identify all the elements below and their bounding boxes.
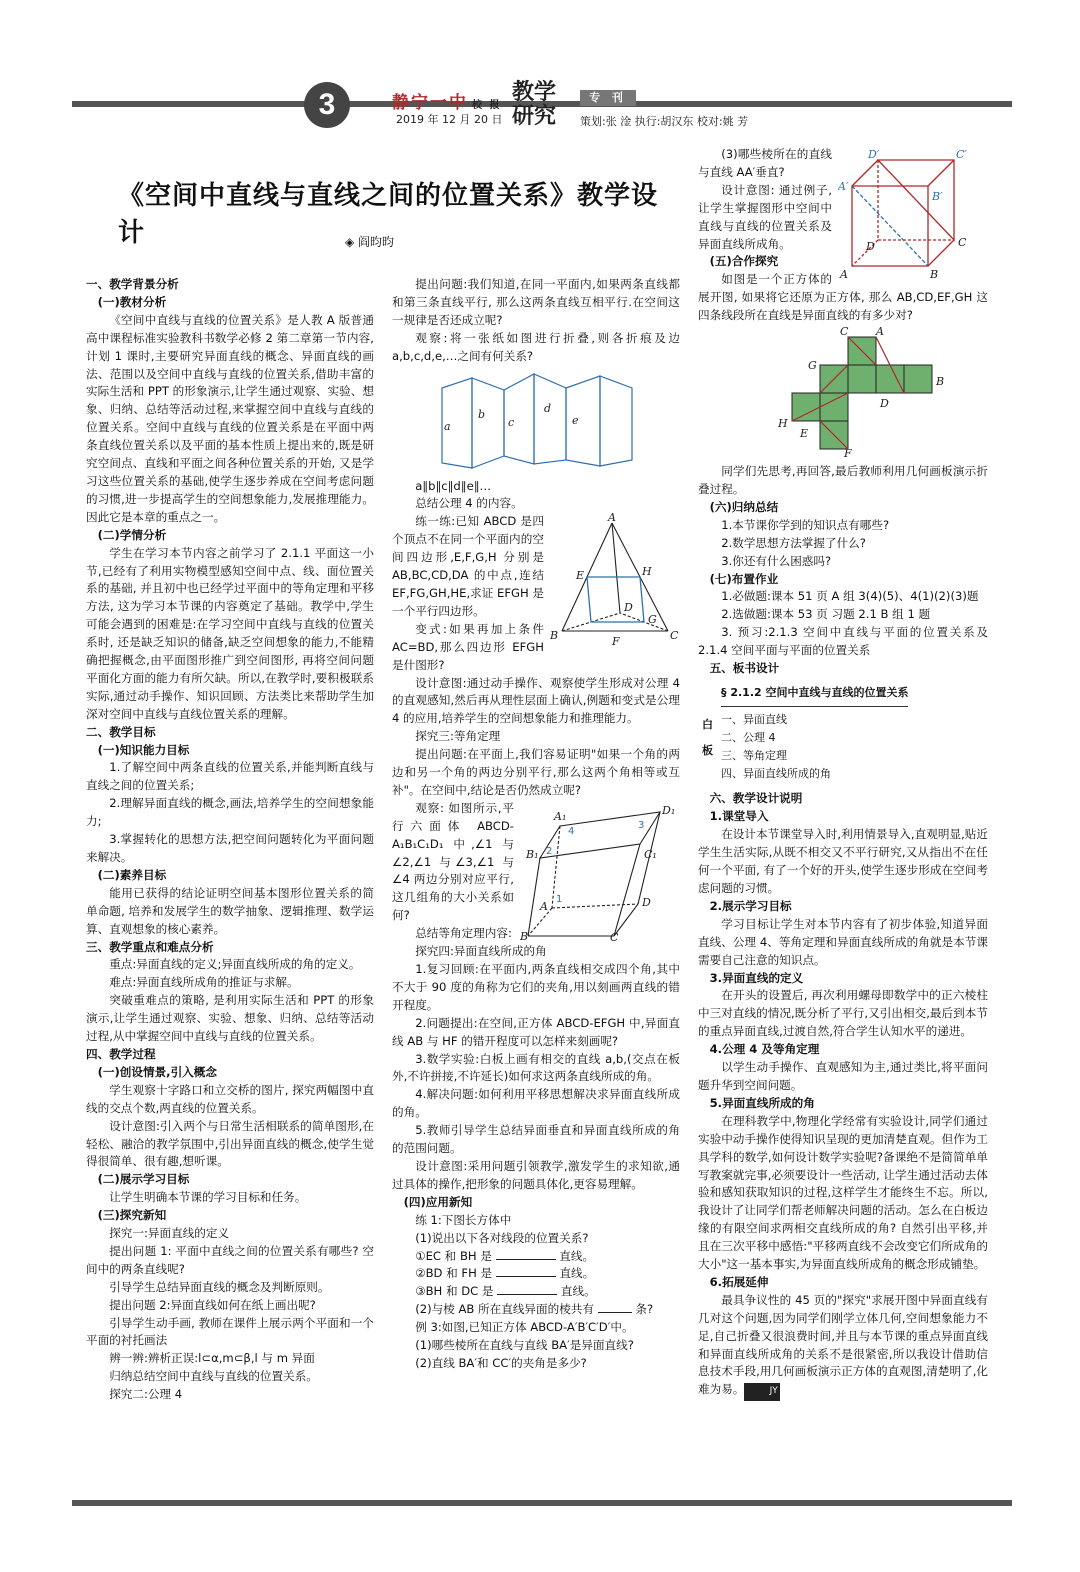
- answer-blank: [496, 1249, 556, 1260]
- tetra-label-A: A: [608, 513, 616, 525]
- tetra-label-H: H: [642, 565, 652, 579]
- angle-label-2: 2: [546, 845, 553, 857]
- subsection-heading: (四)应用新知: [403, 1194, 473, 1209]
- section-heading: 六、教学设计说明: [709, 791, 803, 806]
- paragraph: 重点:异面直线的定义;异面直线所成的角的定义。: [109, 957, 361, 972]
- fold-label-e: e: [572, 413, 579, 427]
- paragraph: 最具争议性的 45 页的"探究"求展开图中异面直线有几对这个问题,因为同学们刚学立体几何,空间想象能力不足,自己折叠又很浪费时间,并且与本节课的重点异面直线和异面直线所成角的关系不是很紧密,所以我设计借助信息技术手段,用几何画板演示正方体的直观图,清楚明了,化难为易。 JY: [698, 1292, 988, 1401]
- tetra-label-B: B: [550, 629, 559, 643]
- paragraph: 探究三:等角定理: [415, 729, 501, 744]
- subsection-heading: (三)探究新知: [97, 1208, 167, 1223]
- net-label-B: B: [936, 375, 945, 389]
- end-mark: JY: [744, 1383, 779, 1401]
- cube-label-A-prime: A′: [838, 180, 849, 193]
- paragraph: (1)说出以下各对线段的位置关系?: [415, 1230, 589, 1245]
- paragraph: 2.数学思想方法掌握了什么?: [721, 535, 866, 550]
- paragraph: 1.复习回顾:在平面内,两条直线相交成四个角,其中不大于 90 度的角称为它们的夹角,用以刻画两直线的错开程度。: [392, 962, 680, 1012]
- paragraph: 练 1:下图长方体中: [415, 1212, 512, 1227]
- paragraph: (3)哪些棱所在的直线与直线 AA′垂直?: [698, 147, 832, 179]
- subsection-heading: 4.公理 4 及等角定理: [709, 1042, 820, 1057]
- cube-label-B-prime: B′: [932, 190, 943, 203]
- board-item: 三、等角定理: [721, 748, 787, 762]
- tetra-label-C: C: [670, 629, 679, 643]
- fold-label-a: a: [444, 419, 451, 433]
- paragraph: 探究二:公理 4: [109, 1387, 183, 1402]
- subsection-heading: (一)教材分析: [97, 294, 167, 309]
- paragraph: 设计意图:引入两个与日常生活相联系的简单图形,在轻松、融洽的教学氛围中,引出异面直线的概念,使学生觉得很简单、很有趣,想听课。: [86, 1118, 374, 1169]
- cube-label-C: C: [958, 236, 967, 249]
- fold-label-d: d: [544, 401, 552, 415]
- col2-text-b: [392, 495, 680, 513]
- author: ◈ 阎昀昀: [345, 235, 395, 249]
- board-design: [698, 682, 912, 785]
- tetra-label-E: E: [576, 569, 585, 583]
- prism-label-C: C: [610, 930, 619, 942]
- paper-name: 静宁一中 校 报: [392, 93, 502, 113]
- net-label-F: F: [844, 447, 852, 458]
- subsection-heading: (五)合作探究: [709, 254, 779, 269]
- paragraph: 提出问题:在平面上,我们容易证明"如果一个角的两边和另一个角的两边分别平行,那么这两个角相等或互补"。在空间中,结论是否仍然成立呢?: [392, 747, 680, 797]
- paragraph: 变式:如果再加上条件 AC=BD,那么四边形 EFGH 是什图形?: [392, 621, 544, 672]
- paragraph: 学习目标让学生对本节内容有了初步体验,知道异面直线、公理 4、等角定理和异面直线所成的角就是本节课需要自己注意的知识点。: [698, 916, 988, 967]
- subsection-heading: (一)创设情景,引入概念: [97, 1064, 217, 1079]
- net-label-E: E: [800, 427, 809, 441]
- paragraph: (2)直线 BA′和 CC′的夹角是多少?: [415, 1355, 587, 1370]
- cube-label-A: A: [840, 268, 848, 281]
- net-label-D: D: [880, 397, 889, 411]
- col3-text-c: [698, 790, 988, 1401]
- paragraph: 1.本节课你学到的知识点有哪些?: [721, 517, 890, 532]
- section-heading: 二、教学目标: [86, 724, 156, 739]
- prism-label-D: D: [642, 895, 651, 909]
- angle-label-1: 1: [556, 893, 563, 905]
- cube-figure: [838, 146, 988, 281]
- paragraph: 以学生动手操作、直观感知为主,通过类比,将平面问题升华到空间问题。: [698, 1060, 988, 1092]
- section-heading: 四、教学过程: [86, 1046, 156, 1061]
- paragraph: 3.掌握转化的思想方法,把空间问题转化为平面问题来解决。: [86, 832, 374, 864]
- board-title: § 2.1.2 空间中直线与直线的位置关系: [721, 684, 908, 707]
- subsection-heading: (七)布置作业: [709, 571, 779, 586]
- board-item: 二、公理 4: [721, 730, 776, 744]
- subsection-heading: 1.课堂导入: [709, 809, 769, 824]
- paragraph: 难点:异面直线所成角的推证与求解。: [109, 975, 299, 990]
- fill-blank-question: ②BD 和 FH 是 直线。: [415, 1266, 595, 1281]
- col2-text-d: [392, 675, 680, 800]
- paragraph: 《空间中直线与直线的位置关系》是人教 A 版普通高中课程标准实验教科书数学必修 2 第二章第一节内容,计划 1 课时,主要研究异面直线的概念、异面直线的画法、范围以及空间中直线与直线的位置关系,借助丰富的实际生活和 PPT 的形象演示,让学生通过观察、实验、想象、归纳、总结等活动过程,来掌握空间中直线与直线的位置关系。空间中直线与直线的位置关系是在平面中两条直线位置关系以及平面的基本性质上提出来的,既是研究空间点、直线和平面之间各种位置关系的开始, 又是学习这些位置关系的基础,使学生逐步养成在空间考虑问题的习惯,进一步提高学生的空间想象能力,发展推理能力。因此它是本章的重点之一。: [86, 312, 374, 524]
- net-label-A: A: [876, 327, 884, 339]
- prism-label-A: A: [540, 899, 548, 913]
- paragraph: 提出问题 2:异面直线如何在纸上画出呢?: [109, 1297, 316, 1312]
- cube-label-D: D: [866, 240, 875, 253]
- cube-net-figure: [758, 327, 958, 457]
- prism-label-B: B: [520, 929, 529, 942]
- article-title: 《空间中直线与直线之间的位置关系》教学设计: [118, 181, 659, 248]
- page-number: 3: [304, 82, 350, 128]
- section-heading: 三、教学重点和难点分析: [86, 939, 214, 954]
- board-item: 四、异面直线所成的角: [721, 766, 831, 780]
- paragraph: 总结公理 4 的内容。: [415, 496, 523, 511]
- col1-text: [86, 276, 374, 1404]
- angle-label-4: 4: [568, 825, 575, 837]
- cube-label-B: B: [930, 268, 939, 281]
- paragraph: 探究四:异面直线所成的角: [415, 944, 547, 959]
- section-heading: 一、教学背景分析: [86, 277, 179, 291]
- paragraph: 观察: 如图所示,平行六面体 ABCD-A₁B₁C₁D₁ 中,∠1 与∠2,∠1 与∠3,∠1 与∠4 两边分别对应平行,这几组角的大小关系如何?: [392, 800, 514, 923]
- prism-label-B1: B₁: [526, 847, 539, 861]
- net-label-H: H: [778, 417, 788, 431]
- subsection-heading: (二)展示学习目标: [97, 1172, 190, 1187]
- angle-label-3: 3: [638, 819, 645, 831]
- subsection-heading: 6.拓展延伸: [709, 1274, 769, 1289]
- subsection-heading: 2.展示学习目标: [709, 898, 792, 913]
- prism-label-A1: A₁: [554, 809, 567, 823]
- prism-label-D1: D₁: [662, 803, 676, 817]
- credits: 策划:张 淦 执行:胡汉东 校对:姚 芳: [580, 115, 749, 128]
- paragraph: 4.解决问题:如何利用平移思想解决求异面直线所成的角。: [392, 1087, 680, 1120]
- paragraph: 5.教师引导学生总结异面垂直和异面直线所成的角的范围问题。: [392, 1123, 680, 1156]
- paragraph: 同学们先思考,再回答,最后教师利用几何画板演示折叠过程。: [698, 464, 988, 496]
- paragraph: 在理科教学中,物理化学经常有实验设计,同学们通过实验中动手操作使得知识呈现的更加清楚直观。但作为工具学科的数学,如何设计数学实验呢?备课绝不是简简单单写教案就完事,必须要设计一些活动, 让学生通过活动去体验和感知获取知识的过程,这样学生才能终生不忘。所以,我设计了让同学们帮老师解决问题的活动。怎么在白板边缘的有限空间求两相交直线所成的角? 自然引出平移,并且在三次平移中感悟:"平移两直线不会改变它们所成角的大小"这一基本事实,为异面直线所成角的概念形成铺垫。: [698, 1113, 988, 1272]
- column-3: [698, 146, 988, 1401]
- col2-text-a: [392, 276, 680, 366]
- subsection-heading: (二)素养目标: [97, 867, 167, 882]
- column-2: [392, 276, 680, 1373]
- board-item: 一、异面直线: [721, 712, 787, 726]
- column-1: [86, 276, 374, 1404]
- paragraph: 1.必做题:课本 51 页 A 组 3(4)(5)、4(1)(2)(3)题: [721, 589, 979, 604]
- special-issue-tag: 专 刊: [580, 90, 636, 106]
- column-name: 教学 研究: [512, 79, 557, 129]
- subsection-heading: (一)知识能力目标: [97, 742, 190, 757]
- paragraph: 引导学生动手画, 教师在课件上展示两个平面和一个平面的衬托画法: [86, 1315, 374, 1348]
- col3-text-b: [698, 463, 988, 678]
- paragraph: 设计意图: 通过例子,让学生掌握图形中空间中直线与直线的位置关系及异面直线所成角。: [698, 182, 832, 251]
- paragraph: 能用已获得的结论证明空间基本图形位置关系的简单命题, 培养和发展学生的数学抽象、逻辑推理、数学运算、直观想象的核心素养。: [86, 885, 374, 936]
- paragraph: 提出问题:我们知道,在同一平面内,如果两条直线都和第三条直线平行, 那么这两条直线互相平行.在空间这一规律是否还成立呢?: [392, 277, 680, 327]
- paragraph: 2.问题提出:在空间,正方体 ABCD-EFGH 中,异面直线 AB 与 HF 的错开程度可以怎样来刻画呢?: [392, 1015, 680, 1048]
- prism-label-C1: C₁: [644, 847, 657, 861]
- cube-label-C-prime: C′: [956, 148, 967, 161]
- subsection-heading: 3.异面直线的定义: [709, 970, 804, 985]
- paragraph: 如图是一个正方体的展开图, 如果将它还原为正方体, 那么 AB,CD,EF,GH 这四条线段所在直线是异面直线的有多少对?: [698, 272, 988, 323]
- paragraph: 练一练:已知 ABCD 是四个顶点不在同一个平面内的空间四边形,E,F,G,H 分别是 AB,BC,CD,DA 的中点,连结 EF,FG,GH,HE,求证 EFGH 是一个平行四边形。: [392, 514, 544, 618]
- paragraph: 设计意图:通过动手操作、观察使学生形成对公理 4 的直观感知,然后再从理性层面上确认,例题和变式是公理 4 的应用,培养学生的空间想象能力和推理能力。: [392, 675, 680, 726]
- paragraph: 突破重难点的策略, 是利用实际生活和 PPT 的形象演示,让学生通过观察、实验、想象、归纳、总结等活动过程,从中掌握空间中直线与直线的位置关系。: [86, 993, 374, 1044]
- fill-blank-question: ①EC 和 BH 是 直线。: [415, 1248, 595, 1263]
- fold-caption: a∥b∥c∥d∥e∥…: [415, 478, 492, 493]
- tetra-label-D: D: [624, 601, 633, 615]
- answer-blank: [496, 1266, 556, 1277]
- fill-blank-question: ③BH 和 DC 是 直线。: [415, 1284, 596, 1299]
- subsection-heading: 5.异面直线所成的角: [709, 1095, 815, 1110]
- parallelepiped-figure: [520, 800, 680, 942]
- subsection-heading: (二)学情分析: [97, 527, 167, 542]
- subsection-heading: (六)归纳总结: [709, 499, 779, 514]
- fold-label-b: b: [478, 407, 486, 421]
- paragraph: 例 3:如图,已知正方体 ABCD-A′B′C′D′中。: [415, 1320, 634, 1335]
- footer-rule: [72, 1500, 1012, 1506]
- fold-label-c: c: [508, 415, 515, 429]
- paragraph: 3.你还有什么困惑吗?: [721, 553, 832, 568]
- tetra-label-G: G: [648, 613, 657, 627]
- paragraph: 2.理解异面直线的概念,画法,培养学生的空间想象能力;: [86, 796, 374, 829]
- paragraph: 3. 预习:2.1.3 空间中直线与平面的位置关系及 2.1.4 空间平面与平面的位置关系: [698, 625, 988, 658]
- section-heading: 五、板书设计: [709, 661, 780, 676]
- paragraph: 2.选做题:课本 53 页 习题 2.1 B 组 1 题: [721, 607, 931, 622]
- paragraph: 辨一辨:辨析正误:l⊂α,m⊂β,l 与 m 异面: [109, 1351, 315, 1366]
- answer-blank: [598, 1302, 632, 1313]
- paragraph: 探究一:异面直线的定义: [109, 1226, 230, 1241]
- net-label-C: C: [840, 327, 849, 339]
- board-side-label: 白 板: [702, 717, 713, 757]
- paragraph: 观察:将一张纸如图进行折叠,则各折痕及边 a,b,c,d,e,…之间有何关系?: [392, 330, 680, 363]
- paragraph: 总结等角定理内容:: [415, 926, 512, 941]
- tetra-label-F: F: [612, 635, 620, 649]
- paragraph: 归纳总结空间中直线与直线的位置关系。: [109, 1369, 318, 1384]
- paragraph: 设计意图:采用问题引领教学,激发学生的求知欲,通过具体的操作,把形象的问题具体化,更容易理解。: [392, 1158, 680, 1191]
- issue-date: 2019 年 12 月 20 日: [396, 113, 503, 126]
- col2-text-f: [392, 943, 680, 1373]
- paragraph: 学生观察十字路口和立交桥的图片, 探究两幅图中直线的交点个数,两直线的位置关系。: [86, 1082, 374, 1115]
- paragraph: 学生在学习本节内容之前学习了 2.1.1 平面这一小节,已经有了利用实物模型感知空间中点、线、面位置关系的基础, 并且初中也已经学过平面中的等角定理和平移方法, 这为学习本节课的内容奠定了基础。教学中,学生可能会遇到的困难是:在学习空间中直线与直线的位置关系时, 还是缺乏知识的储备,缺乏空间想象的能力,不能精确把握概念,由平面图形推广到空间图形, 再将空间问题平面化方面的能力有所欠缺。所以,在教学时,要积极联系实际,通过动手操作、知识回顾、方法类比来帮助学生加深对空间中直线与直线位置关系的理解。: [86, 545, 374, 721]
- paragraph: 提出问题 1: 平面中直线之间的位置关系有哪些? 空间中的两条直线呢?: [86, 1243, 374, 1276]
- fill-blank-question: (2)与棱 AB 所在直线异面的棱共有 条?: [415, 1302, 654, 1317]
- paragraph: 让学生明确本节课的学习目标和任务。: [109, 1190, 307, 1205]
- paragraph: 引导学生总结异面直线的概念及判断原则。: [109, 1279, 330, 1294]
- tetrahedron-figure: [550, 513, 680, 648]
- paragraph: 在开头的设置后, 再次利用螺母即数学中的正六棱柱中三对直线的情况,既分析了平行,又引出相交,最后到本节的重点异面直线,过渡自然,符合学生认知水平的递进。: [698, 988, 988, 1039]
- folded-paper-figure: [432, 368, 672, 478]
- answer-blank: [497, 1284, 557, 1295]
- net-label-G: G: [808, 359, 817, 373]
- paragraph: 1.了解空间中两条直线的位置关系,并能判断直线与直线之间的位置关系;: [86, 760, 374, 793]
- paragraph: (1)哪些棱所在直线与直线 BA′是异面直线?: [415, 1338, 634, 1353]
- cube-label-D-prime: D′: [868, 148, 880, 161]
- paragraph: 3.数学实验:白板上画有相交的直线 a,b,(交点在板外,不许拼接,不许延长)如何求这两条直线所成的角。: [392, 1051, 680, 1084]
- paragraph: 在设计本节课堂导入时,利用情景导入,直观明显,贴近学生生活实际,从既不相交又不平行研究,又从指出不在任何一个平面, 有了一个好的开头,使学生逐步形成在空间考虑问题的习惯。: [698, 827, 988, 895]
